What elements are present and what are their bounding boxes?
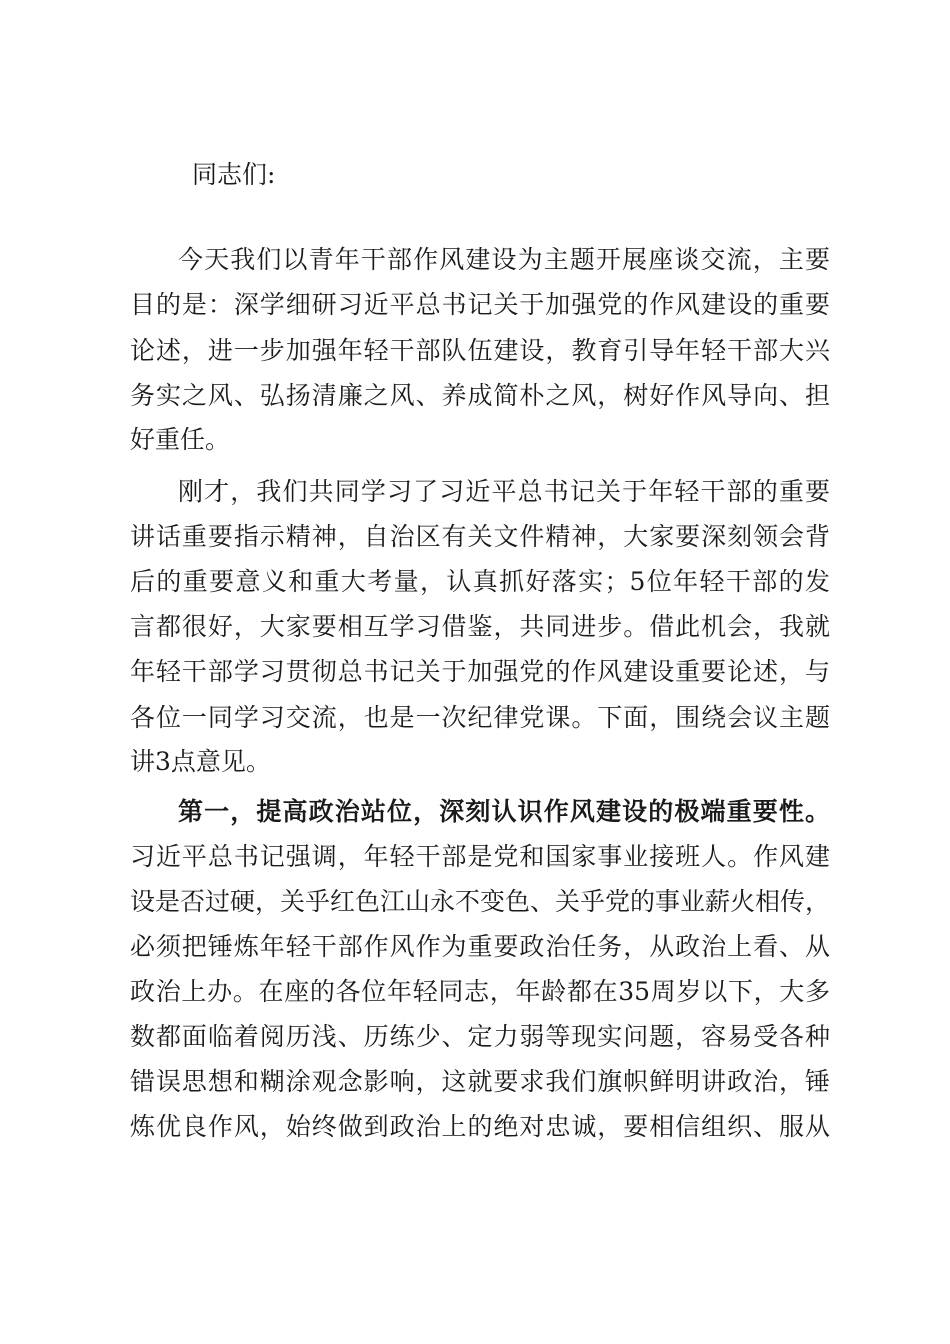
paragraph-3-line-3: 必须把锤炼年轻干部作风作为重要政治任务，从政治上看、从: [130, 932, 830, 961]
paragraph-1-line-2: 目的是：深学细研习近平总书记关于加强党的作风建设的重要: [130, 290, 830, 319]
paragraph-1-line-4: 务实之风、弘扬清廉之风、养成简朴之风，树好作风导向、担: [130, 381, 830, 410]
greeting: 同志们:: [192, 160, 276, 189]
paragraph-3-line-5: 数都面临着阅历浅、历练少、定力弱等现实问题，容易受各种: [130, 1022, 830, 1051]
paragraph-1-line-1: 今天我们以青年干部作风建设为主题开展座谈交流，主要: [178, 245, 830, 274]
paragraph-2-line-7: 讲3点意见。: [130, 747, 271, 776]
paragraph-1-line-3: 论述，进一步加强年轻干部队伍建设，教育引导年轻干部大兴: [130, 336, 830, 365]
paragraph-3-line-7: 炼优良作风，始终做到政治上的绝对忠诚，要相信组织、服从: [130, 1112, 830, 1141]
section-heading-1: 第一，提高政治站位，深刻认识作风建设的极端重要性。: [178, 797, 830, 826]
paragraph-2-line-2: 讲话重要指示精神，自治区有关文件精神，大家要深刻领会背: [130, 522, 830, 551]
paragraph-3-line-1: 习近平总书记强调，年轻干部是党和国家事业接班人。作风建: [130, 842, 830, 871]
paragraph-2-line-6: 各位一同学习交流，也是一次纪律党课。下面，围绕会议主题: [130, 703, 830, 732]
paragraph-1-line-5: 好重任。: [130, 425, 231, 454]
paragraph-3-line-4: 政治上办。在座的各位年轻同志，年龄都在35周岁以下，大多: [130, 977, 830, 1006]
paragraph-2-line-1: 刚才，我们共同学习了习近平总书记关于年轻干部的重要: [178, 477, 830, 506]
paragraph-2-line-5: 年轻干部学习贯彻总书记关于加强党的作风建设重要论述，与: [130, 657, 830, 686]
paragraph-3-line-2: 设是否过硬，关乎红色江山永不变色、关乎党的事业薪火相传，: [130, 887, 831, 916]
paragraph-3-line-6: 错误思想和糊涂观念影响，这就要求我们旗帜鲜明讲政治，锤: [130, 1067, 830, 1096]
paragraph-2-line-4: 言都很好，大家要相互学习借鉴，共同进步。借此机会，我就: [130, 612, 830, 641]
paragraph-2-line-3: 后的重要意义和重大考量，认真抓好落实；5位年轻干部的发: [130, 567, 830, 596]
